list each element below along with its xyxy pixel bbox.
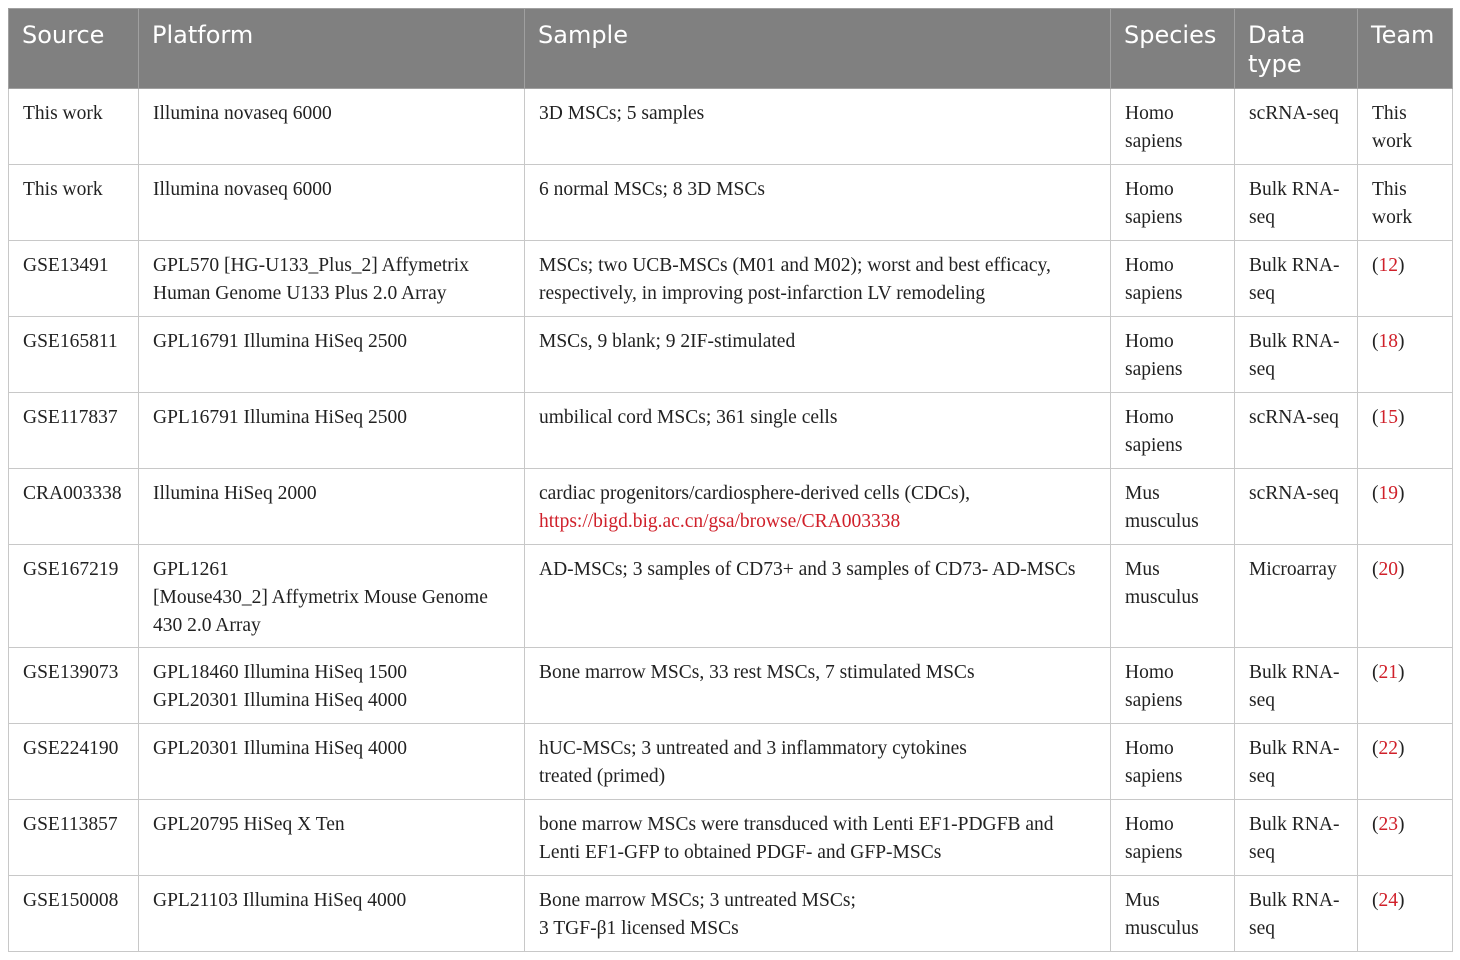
table-row — [9, 165, 1453, 241]
species-cell: Homo sapiens — [1111, 317, 1235, 393]
team-cell: (21) — [1358, 648, 1453, 724]
sample-cell — [525, 545, 1111, 648]
sample-cell — [525, 317, 1111, 393]
platform-line: GPL20795 HiSeq X Ten — [153, 814, 345, 835]
sample-line: MSCs; two UCB-MSCs (M01 and M02); worst and best efficacy, respectively, in improving post-infarction LV remodeling — [539, 255, 1051, 304]
platform-line: GPL20301 Illumina HiSeq 4000 — [153, 738, 408, 759]
platform-line: GPL16791 Illumina HiSeq 2500 — [153, 331, 408, 352]
species-cell: Mus musculus — [1111, 876, 1235, 952]
sample-cell — [525, 800, 1111, 876]
data-type-cell: Bulk RNA-seq — [1235, 876, 1358, 952]
species-cell: Homo sapiens — [1111, 648, 1235, 724]
sample-cell — [525, 393, 1111, 469]
platform-cell — [139, 89, 525, 165]
header-species: Species — [1111, 9, 1235, 89]
dataset-link[interactable]: https://bigd.big.ac.cn/gsa/browse/CRA003338 — [539, 511, 901, 532]
sample-cell — [525, 241, 1111, 317]
species-cell: Homo sapiens — [1111, 241, 1235, 317]
source-cell: GSE165811 — [9, 317, 139, 393]
datasets-table-container — [8, 8, 1452, 952]
sample-line: treated (primed) — [539, 766, 666, 787]
table-row — [9, 545, 1453, 648]
source-cell: This work — [9, 165, 139, 241]
platform-line: Illumina HiSeq 2000 — [153, 483, 317, 504]
sample-line: Bone marrow MSCs; 3 untreated MSCs; — [539, 890, 856, 911]
reference-link[interactable]: 20 — [1378, 559, 1398, 580]
source-cell: GSE150008 — [9, 876, 139, 952]
team-cell: (24) — [1358, 876, 1453, 952]
data-type-cell: Microarray — [1235, 545, 1358, 648]
data-type-cell: Bulk RNA-seq — [1235, 800, 1358, 876]
table-row — [9, 469, 1453, 545]
reference-link[interactable]: 19 — [1378, 483, 1398, 504]
header-data-type: Data type — [1235, 9, 1358, 89]
table-body — [9, 89, 1453, 952]
platform-cell — [139, 648, 525, 724]
team-cell: (22) — [1358, 724, 1453, 800]
platform-line: GPL16791 Illumina HiSeq 2500 — [153, 407, 408, 428]
reference-link[interactable]: 12 — [1378, 255, 1398, 276]
data-type-cell: scRNA-seq — [1235, 469, 1358, 545]
source-cell: GSE117837 — [9, 393, 139, 469]
reference-link[interactable]: 22 — [1378, 738, 1398, 759]
table-row — [9, 724, 1453, 800]
reference-link[interactable]: 24 — [1378, 890, 1398, 911]
species-cell: Mus musculus — [1111, 545, 1235, 648]
data-type-cell: Bulk RNA-seq — [1235, 317, 1358, 393]
data-type-cell: Bulk RNA-seq — [1235, 648, 1358, 724]
platform-line: Illumina novaseq 6000 — [153, 179, 332, 200]
species-cell: Homo sapiens — [1111, 89, 1235, 165]
species-cell: Homo sapiens — [1111, 165, 1235, 241]
source-cell: GSE13491 — [9, 241, 139, 317]
source-cell: GSE224190 — [9, 724, 139, 800]
table-row — [9, 876, 1453, 952]
sample-cell — [525, 89, 1111, 165]
data-type-cell: Bulk RNA-seq — [1235, 241, 1358, 317]
sample-line: MSCs, 9 blank; 9 2IF-stimulated — [539, 331, 796, 352]
header-team: Team — [1358, 9, 1453, 89]
table-row — [9, 648, 1453, 724]
platform-line: Illumina novaseq 6000 — [153, 103, 332, 124]
sample-line: Bone marrow MSCs, 33 rest MSCs, 7 stimulated MSCs — [539, 662, 975, 683]
platform-cell — [139, 876, 525, 952]
team-cell: (20) — [1358, 545, 1453, 648]
platform-line: [Mouse430_2] Affymetrix Mouse Genome 430 2.0 Array — [153, 587, 488, 636]
source-cell: This work — [9, 89, 139, 165]
table-row — [9, 241, 1453, 317]
header-platform: Platform — [139, 9, 525, 89]
platform-cell — [139, 317, 525, 393]
sample-line: 3D MSCs; 5 samples — [539, 103, 705, 124]
team-cell: (18) — [1358, 317, 1453, 393]
team-cell: This work — [1358, 89, 1453, 165]
platform-cell — [139, 469, 525, 545]
source-cell: GSE139073 — [9, 648, 139, 724]
species-cell: Homo sapiens — [1111, 724, 1235, 800]
sample-cell — [525, 876, 1111, 952]
sample-line: cardiac progenitors/cardiosphere-derived cells (CDCs), — [539, 483, 970, 504]
platform-line: GPL21103 Illumina HiSeq 4000 — [153, 890, 407, 911]
reference-link[interactable]: 21 — [1378, 662, 1398, 683]
reference-link[interactable]: 18 — [1378, 331, 1398, 352]
sample-line: bone marrow MSCs were transduced with Lenti EF1-PDGFB and Lenti EF1-GFP to obtained PDGF- and GFP-MSCs — [539, 814, 1054, 863]
team-cell: (15) — [1358, 393, 1453, 469]
header-source: Source — [9, 9, 139, 89]
sample-line: umbilical cord MSCs; 361 single cells — [539, 407, 838, 428]
table-row — [9, 393, 1453, 469]
data-type-cell: scRNA-seq — [1235, 89, 1358, 165]
sample-line: 3 TGF-β1 licensed MSCs — [539, 918, 739, 939]
platform-line: GPL20301 Illumina HiSeq 4000 — [153, 690, 408, 711]
data-type-cell: scRNA-seq — [1235, 393, 1358, 469]
platform-cell — [139, 393, 525, 469]
data-type-cell: Bulk RNA-seq — [1235, 165, 1358, 241]
platform-cell — [139, 241, 525, 317]
team-cell: (23) — [1358, 800, 1453, 876]
species-cell: Homo sapiens — [1111, 393, 1235, 469]
team-cell: (19) — [1358, 469, 1453, 545]
sample-line: hUC-MSCs; 3 untreated and 3 inflammatory cytokines — [539, 738, 967, 759]
table-row — [9, 317, 1453, 393]
data-type-cell: Bulk RNA-seq — [1235, 724, 1358, 800]
source-cell: GSE167219 — [9, 545, 139, 648]
platform-cell — [139, 724, 525, 800]
species-cell: Homo sapiens — [1111, 800, 1235, 876]
reference-link[interactable]: 15 — [1378, 407, 1398, 428]
table-row — [9, 89, 1453, 165]
source-cell: CRA003338 — [9, 469, 139, 545]
header-row — [9, 9, 1453, 89]
sample-line: 6 normal MSCs; 8 3D MSCs — [539, 179, 765, 200]
platform-cell — [139, 800, 525, 876]
platform-line: GPL18460 Illumina HiSeq 1500 — [153, 662, 408, 683]
datasets-table — [8, 8, 1453, 952]
species-cell: Mus musculus — [1111, 469, 1235, 545]
sample-cell — [525, 165, 1111, 241]
sample-cell — [525, 469, 1111, 545]
platform-cell — [139, 545, 525, 648]
sample-cell — [525, 724, 1111, 800]
platform-line: GPL570 [HG-U133_Plus_2] Affymetrix Human Genome U133 Plus 2.0 Array — [153, 255, 469, 304]
sample-line: AD-MSCs; 3 samples of CD73+ and 3 samples of CD73- AD-MSCs — [539, 559, 1076, 580]
platform-line: GPL1261 — [153, 559, 229, 580]
source-cell: GSE113857 — [9, 800, 139, 876]
sample-cell — [525, 648, 1111, 724]
table-row — [9, 800, 1453, 876]
reference-link[interactable]: 23 — [1378, 814, 1398, 835]
platform-cell — [139, 165, 525, 241]
team-cell: This work — [1358, 165, 1453, 241]
team-cell: (12) — [1358, 241, 1453, 317]
header-sample: Sample — [525, 9, 1111, 89]
